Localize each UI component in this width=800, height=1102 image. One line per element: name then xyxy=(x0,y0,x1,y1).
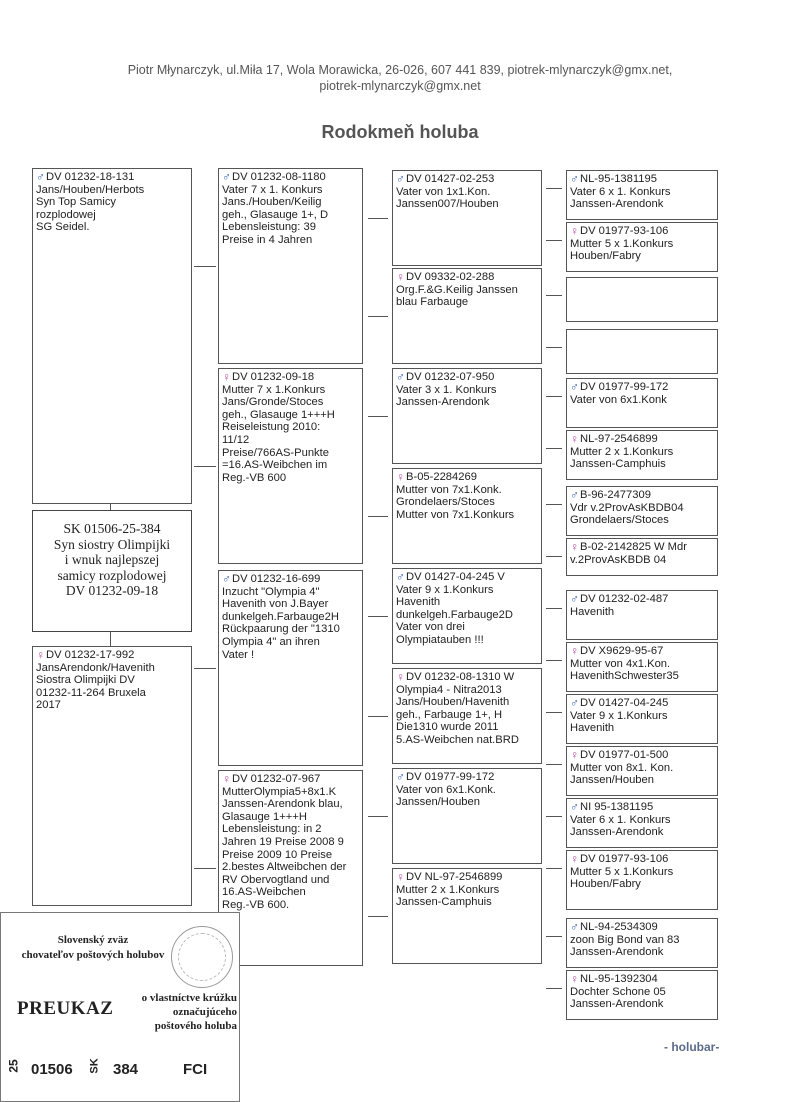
ring-id xyxy=(570,853,714,866)
ring-id xyxy=(570,801,714,814)
female-symbol-icon: ♀ xyxy=(570,540,579,554)
pedigree-detail-line: SG Seidel. xyxy=(36,221,90,234)
connector-line xyxy=(546,347,562,348)
pedigree-detail-line: Mutter von 7x1.Konkurs xyxy=(396,508,515,521)
g4-ancestor-box xyxy=(566,590,718,640)
pedigree-detail-line: Olympia4 - Nitra2013 xyxy=(396,683,502,696)
ring-id xyxy=(396,771,538,784)
female-symbol-icon: ♀ xyxy=(570,432,579,446)
ring-number-text: DV 01232-17-992 xyxy=(46,649,135,661)
ring-number-text: DV 01232-16-699 xyxy=(232,573,321,585)
connector-line xyxy=(368,816,388,817)
pedigree-detail-line: Mutter von 4x1.Kon. xyxy=(570,657,671,670)
male-symbol-icon: ♂ xyxy=(396,172,405,186)
ring-id xyxy=(570,541,714,554)
g4-ancestor-box xyxy=(566,694,718,744)
female-symbol-icon: ♀ xyxy=(570,972,579,986)
pedigree-detail-line: Jahren 19 Preise 2008 9 xyxy=(222,835,344,848)
pedigree-detail-line: Havenith xyxy=(396,596,441,609)
pedigree-detail-line: =16.AS-Weibchen im xyxy=(222,459,328,472)
ring-number-text: NL-94-2534309 xyxy=(580,921,658,933)
pedigree-detail-line: Janssen-Arendonk xyxy=(396,396,490,409)
pedigree-detail-line: geh., Glasauge 1+, D xyxy=(222,208,329,221)
pedigree-detail-line: Syn Top Samicy xyxy=(36,196,117,209)
pedigree-detail-line: Mutter 5 x 1.Konkurs xyxy=(570,865,674,878)
connector-line xyxy=(368,516,388,517)
owner-contact-line1: Piotr Młynarczyk, ul.Miła 17, Wola Morawicka, 26-026, 607 441 839, piotrek-mlynarczyk@gmx.net, xyxy=(127,63,673,77)
great-grandparent-box xyxy=(392,568,542,664)
ring-id xyxy=(570,697,714,710)
great-grandparent-box xyxy=(392,268,542,364)
pedigree-detail-line: Preise/766AS-Punkte xyxy=(222,446,329,459)
ring-id xyxy=(222,573,359,586)
pedigree-detail-line: rozplodowej xyxy=(36,208,96,221)
male-symbol-icon: ♂ xyxy=(570,696,579,710)
connector-line xyxy=(546,556,562,557)
pedigree-detail-line: Janssen-Arendonk xyxy=(570,998,664,1011)
g4-ancestor-box xyxy=(566,850,718,910)
pedigree-detail-line: blau Farbauge xyxy=(396,296,469,309)
pedigree-detail-line: Janssen007/Houben xyxy=(396,198,499,211)
pedigree-detail-line: Houben/Fabry xyxy=(570,878,641,891)
ring-number-text: DV 01232-08-1180 xyxy=(232,171,326,183)
pedigree-detail-line: Mutter von 8x1. Kon. xyxy=(570,761,674,774)
ring-id xyxy=(396,271,538,284)
male-symbol-icon: ♂ xyxy=(570,800,579,814)
pedigree-detail-line: geh., Glasauge 1+++H xyxy=(222,408,335,421)
pedigree-detail-line: dunkelgeh.Farbauge2D xyxy=(396,608,513,621)
pedigree-detail-line: Lebensleistung: in 2 xyxy=(222,823,322,836)
connector-line xyxy=(194,466,216,467)
g4-ancestor-box xyxy=(566,970,718,1020)
pedigree-detail-line: Mutter 2 x 1.Konkurs xyxy=(570,445,674,458)
pedigree-detail-line: JansArendonk/Havenith xyxy=(36,661,155,674)
pedigree-detail-line: Janssen-Camphuis xyxy=(396,896,492,909)
ring-id xyxy=(570,921,714,934)
pedigree-detail-line: Grondelaers/Stoces xyxy=(396,496,495,509)
owner-contact-line2: piotrek-mlynarczyk@gmx.net xyxy=(319,79,481,93)
pedigree-detail-line: Vater von 6x1.Konk. xyxy=(396,783,496,796)
ring-number-text: DV 01232-09-18 xyxy=(232,371,315,383)
grandparent-box xyxy=(218,570,363,766)
male-symbol-icon: ♂ xyxy=(36,170,45,184)
g4-ancestor-box xyxy=(566,642,718,692)
pedigree-detail-line: Mutter 7 x 1.Konkurs xyxy=(222,383,326,396)
brand-watermark: - holubar- xyxy=(664,1040,720,1054)
ring-number-text: DV 01232-08-1310 W xyxy=(406,671,515,683)
ring-fci: FCI xyxy=(183,1061,208,1078)
pedigree-detail-line: Janssen/Houben xyxy=(570,774,654,787)
connector-line xyxy=(546,988,562,989)
ring-id xyxy=(396,871,538,884)
female-symbol-icon: ♀ xyxy=(570,644,579,658)
ring-id xyxy=(222,773,359,786)
ring-number-text: NL-95-1392304 xyxy=(580,973,658,985)
male-symbol-icon: ♂ xyxy=(396,770,405,784)
sire-box xyxy=(32,168,192,504)
pedigree-detail-line: Inzucht "Olympia 4" xyxy=(222,585,320,598)
connector-line xyxy=(194,266,216,267)
female-symbol-icon: ♀ xyxy=(570,748,579,762)
ring-number-text: DV 01232-18-131 xyxy=(46,171,135,183)
g4-ancestor-box xyxy=(566,222,718,272)
ring-id xyxy=(570,593,714,606)
connector-line xyxy=(368,916,388,917)
pedigree-detail-line: 16.AS-Weibchen xyxy=(222,886,306,899)
ring-number-text: DV 01427-04-245 xyxy=(580,697,669,709)
ownership-card xyxy=(0,912,240,1102)
pedigree-detail-line: Glasauge 1+++H xyxy=(222,810,307,823)
pedigree-detail-line: Mutter 2 x 1.Konkurs xyxy=(396,883,500,896)
pedigree-detail-line: 01232-11-264 Bruxela xyxy=(36,686,146,699)
pedigree-detail-line: RV Obervogtland und xyxy=(222,873,330,886)
male-symbol-icon: ♂ xyxy=(222,170,231,184)
ring-number-text: NL-95-1381195 xyxy=(580,173,657,185)
ring-number-text: NL-97-2546899 xyxy=(580,433,658,445)
ring-number-text: DV X9629-95-67 xyxy=(580,645,664,657)
ring-country: SK xyxy=(88,1058,101,1074)
pedigree-detail-line: Jans/Gronde/Stoces xyxy=(222,396,324,409)
female-symbol-icon: ♀ xyxy=(396,670,405,684)
pedigree-detail-line: Jans/Houben/Herbots xyxy=(36,183,145,196)
ring-number-text: DV 01232-07-950 xyxy=(406,371,495,383)
connector-line xyxy=(546,764,562,765)
pedigree-detail-line: Preise 2009 10 Preise xyxy=(222,848,333,861)
pedigree-detail-line: Mutter 5 x 1.Konkurs xyxy=(570,237,674,250)
g4-ancestor-box xyxy=(566,430,718,480)
g4-ancestor-box xyxy=(566,378,718,428)
female-symbol-icon: ♀ xyxy=(396,270,405,284)
connector-line xyxy=(546,936,562,937)
female-symbol-icon: ♀ xyxy=(36,648,45,662)
pedigree-detail-line: Lebensleistung: 39 xyxy=(222,221,316,234)
pedigree-detail-line: Janssen/Houben xyxy=(396,796,480,809)
pedigree-detail-line: Havenith xyxy=(570,605,615,618)
pedigree-detail-line: Havenith von J.Bayer xyxy=(222,598,329,611)
ring-id xyxy=(222,371,359,384)
great-grandparent-box xyxy=(392,668,542,764)
pedigree-detail-line: Olympiatauben !!! xyxy=(396,633,484,646)
ring-id xyxy=(570,973,714,986)
pedigree-detail-line: Vater von 1x1.Kon. xyxy=(396,185,491,198)
male-symbol-icon: ♂ xyxy=(396,570,405,584)
great-grandparent-box xyxy=(392,768,542,864)
pedigree-detail-line: Org.F.&G.Keilig Janssen xyxy=(396,283,518,296)
grandparent-box xyxy=(218,368,363,564)
ring-id xyxy=(570,225,714,238)
pedigree-detail-line: Houben/Fabry xyxy=(570,250,641,263)
ring-number-text: DV 01232-07-967 xyxy=(232,773,321,785)
pedigree-detail-line: Jans/Houben/Havenith xyxy=(396,696,510,709)
pedigree-detail-line: Siostra Olimpijki DV xyxy=(36,674,135,687)
connector-line xyxy=(368,616,388,617)
pedigree-detail-line: Die1310 wurde 2011 xyxy=(396,721,499,734)
g4-ancestor-box xyxy=(566,170,718,220)
great-grandparent-box xyxy=(392,368,542,464)
pedigree-detail-line: Jans./Houben/Keilig xyxy=(222,196,322,209)
ring-number-text: DV 01977-93-106 xyxy=(580,853,669,865)
main-pigeon-line: Syn siostry Olimpijki xyxy=(53,536,171,552)
pedigree-detail-line: Mutter von 7x1.Konk. xyxy=(396,483,502,496)
g4-ancestor-box xyxy=(566,329,718,374)
ring-id xyxy=(570,489,714,502)
pedigree-detail-line: Vdr v.2ProvAsKBDB04 xyxy=(570,501,684,514)
pedigree-detail-line: Vater 9 x 1.Konkurs xyxy=(570,709,668,722)
dam-box xyxy=(32,646,192,906)
connector-line xyxy=(546,396,562,397)
pedigree-detail-line: v.2ProvAsKBDB 04 xyxy=(570,553,667,566)
pedigree-detail-line: Janssen-Arendonk xyxy=(570,946,664,959)
female-symbol-icon: ♀ xyxy=(222,370,231,384)
connector-line xyxy=(546,188,562,189)
ring-id xyxy=(396,671,538,684)
great-grandparent-box xyxy=(392,868,542,964)
pedigree-detail-line: Havenith xyxy=(570,722,615,735)
ring-id xyxy=(396,571,538,584)
connector-line xyxy=(368,316,388,317)
pedigree-detail-line: Vater 7 x 1. Konkurs xyxy=(222,183,323,196)
pedigree-detail-line: Janssen-Camphuis xyxy=(570,458,666,471)
connector-line xyxy=(368,416,388,417)
female-symbol-icon: ♀ xyxy=(396,470,405,484)
pedigree-detail-line: Vater ! xyxy=(222,648,255,661)
ring-number-text: DV NL-97-2546899 xyxy=(406,871,503,883)
connector-line xyxy=(368,716,388,717)
connector-line xyxy=(546,712,562,713)
grandparent-box xyxy=(218,168,363,364)
pedigree-detail-line: Reiseleistung 2010: xyxy=(222,421,321,434)
pedigree-detail-line: Reg.-VB 600 xyxy=(222,471,287,484)
ring-id xyxy=(570,433,714,446)
pedigree-detail-line: Janssen-Arendonk xyxy=(570,198,664,211)
pedigree-detail-line: Grondelaers/Stoces xyxy=(570,514,669,527)
g4-ancestor-box xyxy=(566,277,718,322)
connector-line xyxy=(546,816,562,817)
male-symbol-icon: ♂ xyxy=(222,572,231,586)
pedigree-detail-line: Vater 3 x 1. Konkurs xyxy=(396,383,497,396)
pedigree-detail-line: HavenithSchwester35 xyxy=(570,670,679,683)
page-title: Rodokmeň holuba xyxy=(321,122,479,142)
male-symbol-icon: ♂ xyxy=(570,488,579,502)
connector-line xyxy=(546,295,562,296)
male-symbol-icon: ♂ xyxy=(570,172,579,186)
pedigree-detail-line: Vater 6 x 1. Konkurs xyxy=(570,185,671,198)
pedigree-detail-line: geh., Farbauge 1+, H xyxy=(396,708,503,721)
g4-ancestor-box xyxy=(566,538,718,576)
ring-id xyxy=(570,645,714,658)
g4-ancestor-box xyxy=(566,918,718,968)
ring-number-main: 01506 xyxy=(31,1061,73,1078)
connector-line xyxy=(110,632,111,646)
male-symbol-icon: ♂ xyxy=(570,592,579,606)
pedigree-detail-line: Vater von 6x1.Konk xyxy=(570,393,667,406)
ring-number-text: B-02-2142825 W Mdr xyxy=(580,541,687,553)
pedigree-detail-line: MutterOlympia5+8x1.K xyxy=(222,785,337,798)
connector-line xyxy=(546,868,562,869)
ring-id xyxy=(36,171,188,184)
pedigree-detail-line: Reg.-VB 600. xyxy=(222,898,290,911)
ring-number-text: DV 01977-93-106 xyxy=(580,225,669,237)
pedigree-detail-line: 2017 xyxy=(36,699,61,712)
ring-id xyxy=(570,381,714,394)
great-grandparent-box xyxy=(392,468,542,564)
ring-id xyxy=(222,171,359,184)
pedigree-detail-line: Preise in 4 Jahren xyxy=(222,233,313,246)
ring-number-text: B-05-2284269 xyxy=(406,471,477,483)
ring-number-text: DV 01427-04-245 V xyxy=(406,571,505,583)
connector-line xyxy=(546,448,562,449)
card-title: PREUKAZ xyxy=(17,998,114,1019)
pedigree-detail-line: Dochter Schone 05 xyxy=(570,985,666,998)
main-pigeon-line: DV 01232-09-18 xyxy=(65,583,159,598)
ring-number-text: NI 95-1381195 xyxy=(580,801,654,813)
main-pigeon-line: samicy rozplodowej xyxy=(57,567,167,583)
pedigree-detail-line: 5.AS-Weibchen nat.BRD xyxy=(396,733,519,746)
pedigree-detail-line: 2.bestes Altweibchen der xyxy=(222,861,347,874)
ring-number-text: DV 01427-02-253 xyxy=(406,173,495,185)
association-seal-icon xyxy=(171,926,233,988)
ring-number-text: DV 01977-01-500 xyxy=(580,749,669,761)
ring-number-text: DV 01232-02-487 xyxy=(580,593,669,605)
connector-line xyxy=(546,660,562,661)
card-organization: Slovenský zväz chovateľov poštových holubov xyxy=(21,934,165,961)
male-symbol-icon: ♂ xyxy=(396,370,405,384)
pedigree-detail-line: Olympia 4" an ihren xyxy=(222,635,320,648)
pedigree-detail-line: Vater 6 x 1. Konkurs xyxy=(570,813,671,826)
ring-number-text: DV 01977-99-172 xyxy=(406,771,495,783)
main-pigeon-line: i wnuk najlepszej xyxy=(64,552,160,567)
pedigree-detail-line: Vater 9 x 1.Konkurs xyxy=(396,583,494,596)
ring-number-text: B-96-2477309 xyxy=(580,489,651,501)
pedigree-detail-line: zoon Big Bond van 83 xyxy=(570,933,680,946)
female-symbol-icon: ♀ xyxy=(396,870,405,884)
pedigree-detail-line: Rückpaarung der "1310 xyxy=(222,623,340,636)
connector-line xyxy=(368,218,388,219)
ring-id xyxy=(396,371,538,384)
great-grandparent-box xyxy=(392,170,542,266)
connector-line xyxy=(194,868,216,869)
female-symbol-icon: ♀ xyxy=(570,852,579,866)
ring-year: 25 xyxy=(6,1059,21,1073)
ring-id xyxy=(36,649,188,662)
connector-line xyxy=(194,668,216,669)
female-symbol-icon: ♀ xyxy=(222,772,231,786)
ring-id xyxy=(396,471,538,484)
pedigree-detail-line: Janssen-Arendonk xyxy=(570,826,664,839)
connector-line xyxy=(546,240,562,241)
connector-line xyxy=(546,504,562,505)
main-pigeon-box xyxy=(32,510,192,632)
ring-id xyxy=(570,749,714,762)
ring-serial: 384 xyxy=(113,1061,139,1078)
ring-id xyxy=(396,173,538,186)
ring-number-text: DV 09332-02-288 xyxy=(406,271,495,283)
pedigree-detail-line: Vater von drei xyxy=(396,621,465,634)
main-pigeon-line: SK 01506-25-384 xyxy=(63,521,161,536)
ring-number-text: DV 01977-99-172 xyxy=(580,381,669,393)
g4-ancestor-box xyxy=(566,486,718,536)
ring-id xyxy=(570,173,714,186)
g4-ancestor-box xyxy=(566,746,718,796)
g4-ancestor-box xyxy=(566,798,718,848)
female-symbol-icon: ♀ xyxy=(570,224,579,238)
pedigree-detail-line: 11/12 xyxy=(222,433,250,446)
male-symbol-icon: ♂ xyxy=(570,920,579,934)
connector-line xyxy=(546,608,562,609)
pedigree-detail-line: dunkelgeh.Farbauge2H xyxy=(222,610,339,623)
male-symbol-icon: ♂ xyxy=(570,380,579,394)
card-description: o vlastníctve krúžku označujúceho poštového holuba xyxy=(141,992,237,1032)
pedigree-detail-line: Janssen-Arendonk blau, xyxy=(222,798,343,811)
